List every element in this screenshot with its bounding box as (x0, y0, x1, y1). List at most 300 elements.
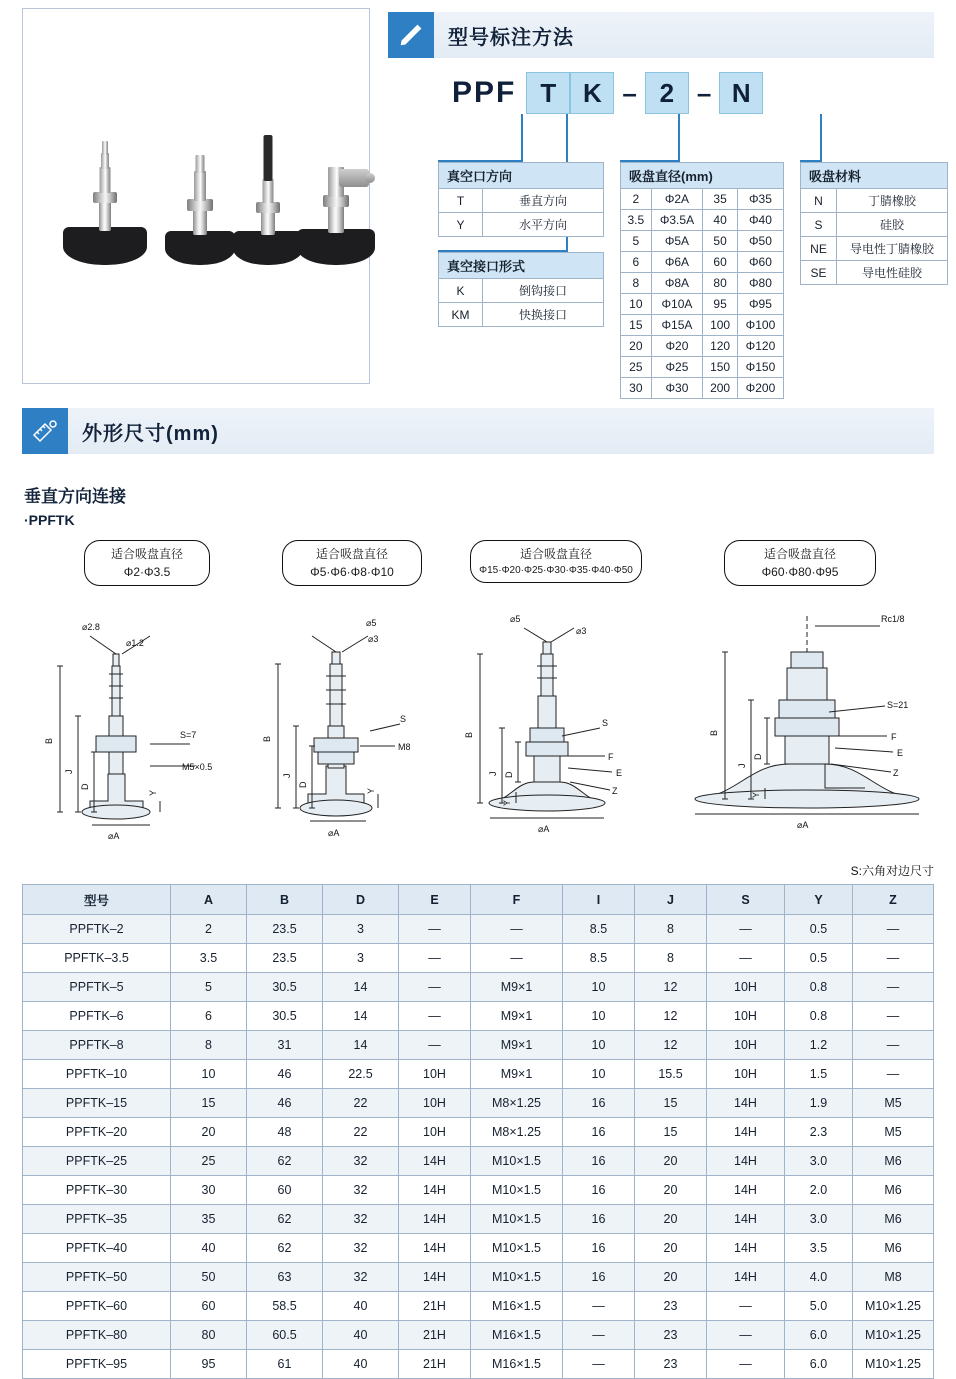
cell: 12 (635, 1002, 707, 1031)
cell: 120 (703, 336, 738, 357)
section-title: 型号标注方法 (448, 26, 574, 49)
pencil-icon (388, 12, 434, 58)
cell: Y (439, 213, 483, 237)
cell: 16 (563, 1118, 635, 1147)
svg-text:⌀A: ⌀A (108, 831, 120, 841)
cell: 15.5 (635, 1060, 707, 1089)
caption-line-1: 适合吸盘直径 (110, 547, 183, 561)
cell: Φ100 (737, 315, 783, 336)
cell: — (563, 1321, 635, 1350)
product-photo-group (23, 9, 369, 383)
cell: 14H (707, 1147, 785, 1176)
column-header-y: Y (785, 885, 853, 915)
cell: Φ15A (651, 315, 703, 336)
cell: 200 (703, 378, 738, 399)
cell: M8×1.25 (471, 1089, 563, 1118)
cell: 40 (703, 210, 738, 231)
dimension-table (22, 884, 934, 1379)
cell-model: PPFTK–25 (23, 1147, 171, 1176)
column-header-j: J (635, 885, 707, 915)
svg-text:F: F (608, 752, 614, 762)
cell: 35 (171, 1205, 247, 1234)
cell-model: PPFTK–40 (23, 1234, 171, 1263)
svg-text:S: S (602, 718, 609, 728)
model-code-row (452, 72, 763, 114)
caption-line-2: Φ60·Φ80·Φ95 (761, 565, 839, 579)
svg-text:B: B (44, 737, 54, 744)
cell: 62 (247, 1147, 323, 1176)
cell: 30.5 (247, 1002, 323, 1031)
svg-text:J: J (737, 763, 747, 768)
section-header-model-coding (388, 12, 934, 58)
cell: 46 (247, 1089, 323, 1118)
column-header-i: I (563, 885, 635, 915)
cell: — (853, 1031, 934, 1060)
cell: 40 (323, 1321, 399, 1350)
cell: 58.5 (247, 1292, 323, 1321)
cell: 3 (323, 915, 399, 944)
table-row (23, 1263, 934, 1292)
svg-text:⌀3: ⌀3 (368, 634, 379, 644)
table-row (23, 1031, 934, 1060)
technical-drawing-1 (30, 596, 240, 858)
cell: — (853, 915, 934, 944)
cell: M16×1.5 (471, 1292, 563, 1321)
cell: 20 (171, 1118, 247, 1147)
cell: 10 (563, 1031, 635, 1060)
caption-line-2: Φ15·Φ20·Φ25·Φ30·Φ35·Φ40·Φ50 (479, 565, 633, 576)
svg-text:J: J (488, 771, 498, 776)
cell: 46 (247, 1060, 323, 1089)
cell: 12 (635, 973, 707, 1002)
svg-text:⌀A: ⌀A (797, 820, 809, 830)
table-vacuum-direction (438, 162, 604, 237)
cell: — (399, 915, 471, 944)
cell: Φ150 (737, 357, 783, 378)
cell: 62 (247, 1234, 323, 1263)
cell: M8 (853, 1263, 934, 1292)
table-row (23, 1176, 934, 1205)
cell: 10 (171, 1060, 247, 1089)
model-code-dash-2: – (696, 77, 712, 108)
cell: 3.0 (785, 1205, 853, 1234)
cell: — (399, 944, 471, 973)
cell: T (439, 189, 483, 213)
cell: 1.9 (785, 1089, 853, 1118)
dimensions-subtitle: 垂直方向连接 (24, 487, 126, 506)
cell: 5.0 (785, 1292, 853, 1321)
cell: 2 (621, 189, 652, 210)
cell: — (853, 973, 934, 1002)
cell: M16×1.5 (471, 1350, 563, 1379)
svg-text:S=21: S=21 (887, 700, 909, 710)
cell: 16 (563, 1205, 635, 1234)
cell: 40 (171, 1234, 247, 1263)
cell: 硅胶 (837, 213, 948, 237)
caption-diameter-group-4 (724, 540, 876, 586)
cell: 10H (707, 1060, 785, 1089)
cell: — (471, 915, 563, 944)
caption-line-1: 适合吸盘直径 (315, 547, 388, 561)
cell: Φ30 (651, 378, 703, 399)
cell-model: PPFTK–2 (23, 915, 171, 944)
cell: 20 (635, 1205, 707, 1234)
svg-text:M8: M8 (398, 742, 411, 752)
cell: 2 (171, 915, 247, 944)
svg-text:Z: Z (893, 768, 899, 778)
svg-text:⌀A: ⌀A (328, 828, 340, 838)
cell: 100 (703, 315, 738, 336)
svg-text:Y: Y (502, 799, 512, 806)
connector-line-diameter-v (678, 114, 680, 162)
cell: 22 (323, 1089, 399, 1118)
cell: 21H (399, 1292, 471, 1321)
column-header-e: E (399, 885, 471, 915)
cell-model: PPFTK–15 (23, 1089, 171, 1118)
cell: Φ3.5A (651, 210, 703, 231)
cell-model: PPFTK–80 (23, 1321, 171, 1350)
model-code-box-interface: K (570, 72, 614, 114)
caption-line-2: Φ2·Φ3.5 (123, 565, 171, 579)
cell: Φ120 (737, 336, 783, 357)
cell: 6 (621, 252, 652, 273)
table-header-direction: 真空口方向 (439, 163, 604, 189)
cell: M10×1.25 (853, 1292, 934, 1321)
cell: M5 (853, 1118, 934, 1147)
cell-model: PPFTK–6 (23, 1002, 171, 1031)
column-header-b: B (247, 885, 323, 915)
cell-model: PPFTK–60 (23, 1292, 171, 1321)
cell: 倒钩接口 (483, 279, 604, 303)
cell: 8 (621, 273, 652, 294)
table-row (23, 1350, 934, 1379)
cell: 61 (247, 1350, 323, 1379)
model-code-box-material: N (719, 72, 763, 114)
cell: 31 (247, 1031, 323, 1060)
cell: 20 (635, 1234, 707, 1263)
connector-line-direction-v (521, 114, 523, 162)
table-header-material: 吸盘材料 (801, 163, 948, 189)
cell: 48 (247, 1118, 323, 1147)
table-row (23, 1234, 934, 1263)
cell: 21H (399, 1321, 471, 1350)
cell: M10×1.5 (471, 1263, 563, 1292)
cell: 20 (635, 1176, 707, 1205)
cell: 95 (171, 1350, 247, 1379)
table-row (23, 1147, 934, 1176)
cell: M9×1 (471, 1060, 563, 1089)
cell: 12 (635, 1031, 707, 1060)
cell: 16 (563, 1147, 635, 1176)
cell-model: PPFTK–10 (23, 1060, 171, 1089)
cell: 3.5 (785, 1234, 853, 1263)
section-header-dimensions (22, 408, 934, 454)
svg-text:Y: Y (366, 787, 376, 794)
cell: 35 (703, 189, 738, 210)
cell: 8 (171, 1031, 247, 1060)
cell: 22 (323, 1118, 399, 1147)
cell: M10×1.5 (471, 1176, 563, 1205)
column-header-z: Z (853, 885, 934, 915)
cell: Φ40 (737, 210, 783, 231)
cell: 8.5 (563, 915, 635, 944)
cell: 14H (707, 1205, 785, 1234)
cell: 23.5 (247, 915, 323, 944)
cell: 10 (563, 1002, 635, 1031)
cell: 32 (323, 1205, 399, 1234)
dimension-table-wrapper (22, 884, 934, 1379)
svg-text:⌀5: ⌀5 (510, 614, 521, 624)
cell: — (471, 944, 563, 973)
svg-text:Y: Y (751, 791, 761, 798)
cell: 14H (399, 1234, 471, 1263)
column-header-d: D (323, 885, 399, 915)
model-code-dash-1: – (622, 77, 637, 108)
cell: 14H (707, 1089, 785, 1118)
cell: 22.5 (323, 1060, 399, 1089)
cell: 63 (247, 1263, 323, 1292)
cell: 14H (399, 1147, 471, 1176)
cell: 2.0 (785, 1176, 853, 1205)
cell: 23 (635, 1350, 707, 1379)
cell: 14H (707, 1176, 785, 1205)
cell: M6 (853, 1234, 934, 1263)
cell: 导电性丁腈橡胶 (837, 237, 948, 261)
cell: 15 (635, 1089, 707, 1118)
cell: 15 (171, 1089, 247, 1118)
table-row (23, 1292, 934, 1321)
model-code-box-direction: T (526, 72, 570, 114)
cell-model: PPFTK–5 (23, 973, 171, 1002)
cell: 0.8 (785, 1002, 853, 1031)
svg-text:⌀3: ⌀3 (576, 626, 587, 636)
table-cup-material (800, 162, 948, 285)
cell: M8×1.25 (471, 1118, 563, 1147)
cell: M10×1.5 (471, 1234, 563, 1263)
cell: 60 (247, 1176, 323, 1205)
table-cup-diameter (620, 162, 784, 399)
svg-text:E: E (616, 768, 623, 778)
cell: 10H (707, 973, 785, 1002)
cell: 6.0 (785, 1350, 853, 1379)
cell: 16 (563, 1176, 635, 1205)
cell-model: PPFTK–50 (23, 1263, 171, 1292)
svg-text:Y: Y (148, 789, 158, 796)
table-row (23, 973, 934, 1002)
cell: 6.0 (785, 1321, 853, 1350)
cell: 30 (171, 1176, 247, 1205)
cell-model: PPFTK–35 (23, 1205, 171, 1234)
cell: 5 (621, 231, 652, 252)
table-row (23, 1089, 934, 1118)
cell: 0.5 (785, 915, 853, 944)
cell: 20 (621, 336, 652, 357)
drawing-note: S:六角对边尺寸 (850, 864, 934, 878)
cell: 10 (563, 973, 635, 1002)
cell: 10H (707, 1031, 785, 1060)
cell: 95 (703, 294, 738, 315)
cell: 60 (171, 1292, 247, 1321)
cell: 50 (703, 231, 738, 252)
svg-text:F: F (891, 732, 897, 742)
column-header-a: A (171, 885, 247, 915)
svg-text:D: D (753, 753, 763, 760)
cell: 8.5 (563, 944, 635, 973)
caption-diameter-group-3 (470, 540, 642, 583)
svg-text:⌀2.8: ⌀2.8 (82, 622, 100, 632)
cell: — (707, 1350, 785, 1379)
cell: 40 (323, 1350, 399, 1379)
cell: 60 (703, 252, 738, 273)
cell: — (563, 1292, 635, 1321)
cell: 10 (621, 294, 652, 315)
cell: 3.0 (785, 1147, 853, 1176)
caption-diameter-group-1 (84, 540, 210, 586)
cell: 1.2 (785, 1031, 853, 1060)
product-image-ppfyk (291, 135, 381, 265)
cell: 32 (323, 1234, 399, 1263)
cell: Φ2A (651, 189, 703, 210)
cell: 32 (323, 1263, 399, 1292)
model-code-prefix: PPF (452, 76, 517, 109)
cell: 快换接口 (483, 303, 604, 327)
cell: 导电性硅胶 (837, 261, 948, 285)
cell-model: PPFTK–8 (23, 1031, 171, 1060)
table-row (23, 1002, 934, 1031)
cell: M6 (853, 1147, 934, 1176)
cell: 14H (707, 1118, 785, 1147)
svg-text:⌀1.2: ⌀1.2 (126, 638, 144, 648)
cell: — (707, 1292, 785, 1321)
cell: 14 (323, 1031, 399, 1060)
cell: 32 (323, 1147, 399, 1176)
table-row (23, 1205, 934, 1234)
cell: 60.5 (247, 1321, 323, 1350)
cell: 32 (323, 1176, 399, 1205)
table-row (23, 1321, 934, 1350)
cell: 16 (563, 1234, 635, 1263)
connector-line-material-v (820, 114, 822, 162)
cell: 10 (563, 1060, 635, 1089)
cell: 14H (707, 1263, 785, 1292)
table-header-interface: 真空接口形式 (439, 253, 604, 279)
svg-text:M5×0.5: M5×0.5 (182, 762, 213, 772)
cell: 14H (399, 1263, 471, 1292)
cell: 0.8 (785, 973, 853, 1002)
cell: 10H (399, 1089, 471, 1118)
product-image-ppftk-mid (161, 137, 239, 265)
cell: 30 (621, 378, 652, 399)
column-header-model: 型号 (23, 885, 171, 915)
cell: Φ20 (651, 336, 703, 357)
technical-drawing-3 (450, 596, 660, 858)
table-row (23, 915, 934, 944)
cell: — (853, 944, 934, 973)
cell: Φ8A (651, 273, 703, 294)
table-header-row (23, 885, 934, 915)
cell: 14H (399, 1205, 471, 1234)
cell: 23 (635, 1321, 707, 1350)
column-header-s: S (707, 885, 785, 915)
svg-text:⌀A: ⌀A (538, 824, 550, 834)
svg-text:D: D (80, 783, 90, 790)
svg-text:J: J (282, 773, 292, 778)
cell: Φ35 (737, 189, 783, 210)
svg-text:D: D (504, 771, 514, 778)
cell: N (801, 189, 837, 213)
svg-text:B: B (709, 729, 719, 736)
cell: M9×1 (471, 973, 563, 1002)
cell: 14H (707, 1234, 785, 1263)
cell: S (801, 213, 837, 237)
cell: 10H (707, 1002, 785, 1031)
cell: SE (801, 261, 837, 285)
cell: Φ50 (737, 231, 783, 252)
cell: 62 (247, 1205, 323, 1234)
svg-text:Z: Z (612, 786, 618, 796)
cell: 20 (635, 1147, 707, 1176)
caption-line-1: 适合吸盘直径 (763, 547, 836, 561)
svg-text:J: J (64, 769, 74, 774)
table-row (23, 944, 934, 973)
cell: 15 (635, 1118, 707, 1147)
table-row (23, 1118, 934, 1147)
section-title: 外形尺寸(mm) (82, 422, 219, 445)
cell: — (707, 915, 785, 944)
cell: 40 (323, 1292, 399, 1321)
cell: — (399, 1002, 471, 1031)
cell: — (399, 973, 471, 1002)
cell: 80 (703, 273, 738, 294)
cell: 25 (171, 1147, 247, 1176)
cell: K (439, 279, 483, 303)
cell: 0.5 (785, 944, 853, 973)
svg-text:B: B (464, 731, 474, 738)
technical-drawing-4 (665, 596, 940, 858)
cell: 垂直方向 (483, 189, 604, 213)
cell: M9×1 (471, 1031, 563, 1060)
cell: NE (801, 237, 837, 261)
cell: 30.5 (247, 973, 323, 1002)
cell: 80 (171, 1321, 247, 1350)
cell: 10H (399, 1060, 471, 1089)
caption-line-1: 适合吸盘直径 (519, 547, 592, 561)
cell: Φ95 (737, 294, 783, 315)
cell: M6 (853, 1176, 934, 1205)
svg-text:E: E (897, 748, 904, 758)
product-image-ppftk-small (57, 125, 153, 265)
table-row (23, 1060, 934, 1089)
svg-text:D: D (298, 781, 308, 788)
caption-diameter-group-2 (282, 540, 422, 586)
cell: Φ5A (651, 231, 703, 252)
svg-text:B: B (262, 735, 272, 742)
cell: 6 (171, 1002, 247, 1031)
cell: M6 (853, 1205, 934, 1234)
cell: 5 (171, 973, 247, 1002)
cell: 1.5 (785, 1060, 853, 1089)
svg-text:S: S (400, 714, 407, 724)
cell: 16 (563, 1089, 635, 1118)
cell: M9×1 (471, 1002, 563, 1031)
cell: Φ200 (737, 378, 783, 399)
cell: M10×1.25 (853, 1321, 934, 1350)
cell: Φ80 (737, 273, 783, 294)
cell: 16 (563, 1263, 635, 1292)
cell-model: PPFTK–30 (23, 1176, 171, 1205)
cell: 50 (171, 1263, 247, 1292)
table-vacuum-interface (438, 252, 604, 327)
